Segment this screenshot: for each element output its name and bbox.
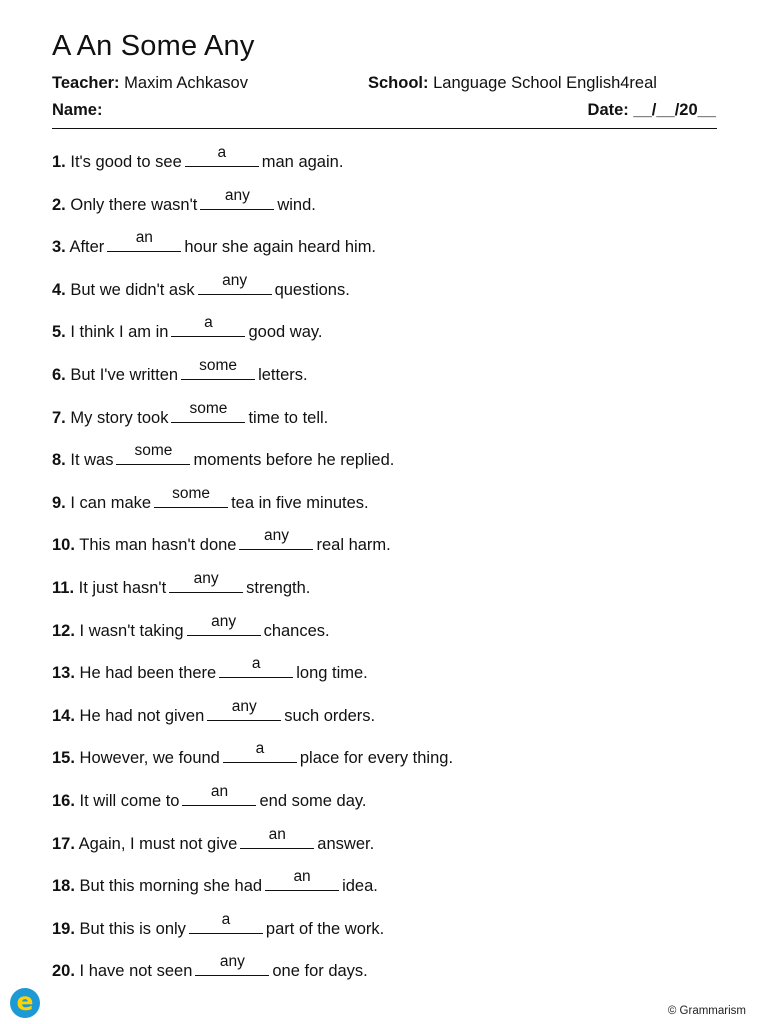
teacher-label: Teacher: bbox=[52, 74, 120, 92]
question-text-after: real harm. bbox=[316, 536, 391, 555]
question-number: 9. bbox=[52, 493, 66, 512]
question-item bbox=[52, 399, 329, 428]
question-text-before: I wasn't taking bbox=[79, 621, 184, 640]
answer-text: an bbox=[293, 868, 311, 886]
question-text-after: such orders. bbox=[284, 706, 376, 725]
date-value: __/__/20__ bbox=[633, 101, 716, 119]
answer-blank[interactable] bbox=[181, 357, 255, 380]
question-number: 2. bbox=[52, 195, 66, 214]
question-number: 8. bbox=[52, 451, 66, 470]
question-text-after: letters. bbox=[258, 366, 308, 384]
answer-blank[interactable] bbox=[171, 399, 245, 423]
answer-blank[interactable] bbox=[182, 783, 256, 806]
answer-text: any bbox=[193, 570, 219, 587]
answer-blank[interactable] bbox=[200, 186, 274, 210]
question-text-before: Only there wasn't bbox=[70, 195, 198, 214]
date-field bbox=[588, 101, 716, 120]
answer-text: any bbox=[231, 697, 257, 715]
question-text-before: I have not seen bbox=[79, 962, 193, 981]
answer-text: any bbox=[222, 271, 248, 289]
answer-blank[interactable] bbox=[240, 825, 314, 849]
answer-blank[interactable] bbox=[154, 484, 228, 508]
question-text-after: wind. bbox=[277, 195, 316, 214]
question-number: 4. bbox=[52, 280, 66, 299]
question-text-after: tea in five minutes. bbox=[231, 493, 369, 512]
question-item bbox=[52, 186, 316, 215]
answer-text: a bbox=[221, 910, 231, 928]
question-text-after: moments before he replied. bbox=[193, 451, 395, 470]
answer-blank[interactable] bbox=[189, 910, 263, 934]
question-text-before: My story took bbox=[70, 408, 169, 427]
answer-blank[interactable] bbox=[265, 868, 339, 891]
question-text-after: place for every thing. bbox=[299, 749, 454, 768]
question-number: 19. bbox=[52, 919, 75, 938]
school-value: Language School English4real bbox=[433, 74, 657, 92]
question-text-after: good way. bbox=[248, 323, 323, 342]
question-text-before: It just hasn't bbox=[78, 579, 167, 597]
answer-blank[interactable] bbox=[107, 229, 181, 252]
answer-text: an bbox=[135, 229, 153, 247]
question-item bbox=[52, 570, 311, 598]
question-number: 20. bbox=[52, 962, 75, 981]
question-item bbox=[52, 783, 367, 811]
question-text-before: But this morning she had bbox=[79, 877, 263, 896]
answer-text: a bbox=[204, 314, 213, 332]
question-text-before: But we didn't ask bbox=[70, 280, 195, 299]
teacher-value: Maxim Achkasov bbox=[124, 74, 248, 92]
question-text-before: He had not given bbox=[79, 706, 205, 725]
question-text-before: Again, I must not give bbox=[78, 834, 238, 853]
header-divider bbox=[52, 128, 717, 129]
question-text-before: It was bbox=[70, 451, 114, 470]
answer-text: any bbox=[219, 953, 245, 971]
question-text-after: questions. bbox=[274, 280, 350, 299]
question-number: 18. bbox=[52, 877, 75, 896]
question-number: 1. bbox=[52, 153, 66, 171]
question-text-after: part of the work. bbox=[265, 919, 385, 938]
question-number: 16. bbox=[52, 792, 75, 810]
answer-text: any bbox=[211, 612, 237, 630]
question-item bbox=[52, 314, 323, 342]
answer-blank[interactable] bbox=[185, 144, 259, 167]
question-item bbox=[52, 953, 368, 981]
answer-blank[interactable] bbox=[207, 697, 281, 721]
answer-blank[interactable] bbox=[169, 570, 243, 593]
question-number: 3. bbox=[52, 238, 66, 257]
question-number: 15. bbox=[52, 749, 75, 768]
answer-blank[interactable] bbox=[239, 527, 313, 550]
question-item bbox=[52, 442, 395, 470]
date-label: Date: bbox=[587, 101, 629, 119]
answer-text: some bbox=[199, 357, 238, 374]
answer-blank[interactable] bbox=[171, 314, 245, 337]
question-text-before: But I've written bbox=[70, 366, 179, 384]
question-item bbox=[52, 868, 378, 896]
question-text-after: long time. bbox=[296, 664, 368, 683]
question-item bbox=[52, 825, 375, 854]
question-text-before: After bbox=[69, 238, 105, 257]
question-text-before: But this is only bbox=[79, 919, 186, 938]
question-number: 14. bbox=[52, 706, 75, 725]
answer-blank[interactable] bbox=[195, 953, 269, 976]
question-number: 11. bbox=[52, 579, 75, 597]
answer-text: a bbox=[255, 740, 265, 758]
question-text-after: answer. bbox=[317, 834, 375, 853]
answer-blank[interactable] bbox=[223, 740, 297, 763]
school-label: School: bbox=[368, 74, 429, 92]
question-text-after: hour she again heard him. bbox=[184, 238, 377, 257]
question-item bbox=[52, 527, 391, 555]
answer-text: any bbox=[224, 186, 250, 204]
question-text-before: This man hasn't done bbox=[79, 536, 237, 555]
copyright-text: © Grammarism bbox=[667, 1005, 746, 1017]
question-item bbox=[52, 910, 385, 939]
grammarism-logo-icon: e bbox=[10, 988, 40, 1018]
answer-text: a bbox=[251, 655, 261, 673]
answer-text: some bbox=[172, 484, 211, 502]
question-text-before: However, we found bbox=[79, 749, 220, 768]
question-item bbox=[52, 484, 369, 513]
question-text-after: chances. bbox=[263, 621, 330, 640]
answer-text: any bbox=[263, 527, 289, 545]
question-item bbox=[52, 612, 330, 641]
teacher-field bbox=[52, 74, 248, 93]
question-item bbox=[52, 271, 350, 300]
answer-blank[interactable] bbox=[116, 442, 190, 465]
question-number: 6. bbox=[52, 366, 66, 384]
question-text-after: end some day. bbox=[259, 792, 367, 810]
question-text-before: It will come to bbox=[79, 792, 180, 810]
question-item bbox=[52, 357, 308, 385]
school-field bbox=[368, 74, 657, 93]
question-text-before: I think I am in bbox=[70, 323, 169, 342]
question-number: 12. bbox=[52, 621, 75, 640]
question-item bbox=[52, 697, 376, 726]
question-text-after: idea. bbox=[342, 877, 378, 896]
question-number: 7. bbox=[52, 408, 66, 427]
answer-blank[interactable] bbox=[187, 612, 261, 636]
name-label: Name: bbox=[52, 101, 103, 119]
worksheet-title: A An Some Any bbox=[52, 30, 255, 62]
question-text-before: It's good to see bbox=[70, 153, 182, 171]
question-number: 10. bbox=[52, 536, 75, 555]
answer-text: some bbox=[189, 399, 228, 417]
question-item bbox=[52, 655, 368, 683]
question-number: 5. bbox=[52, 323, 66, 342]
question-text-after: man again. bbox=[261, 153, 344, 171]
answer-text: an bbox=[268, 825, 286, 843]
question-item bbox=[52, 229, 377, 257]
answer-text: an bbox=[210, 783, 229, 800]
question-number: 13. bbox=[52, 664, 75, 683]
answer-text: a bbox=[217, 144, 227, 161]
question-text-after: strength. bbox=[246, 579, 311, 597]
answer-blank[interactable] bbox=[198, 271, 272, 295]
question-item bbox=[52, 740, 454, 768]
question-text-after: one for days. bbox=[272, 962, 368, 981]
question-text-before: I can make bbox=[70, 493, 152, 512]
question-text-before: He had been there bbox=[79, 664, 217, 683]
answer-text: some bbox=[134, 442, 173, 460]
question-number: 17. bbox=[52, 834, 75, 853]
question-item bbox=[52, 144, 344, 172]
question-text-after: time to tell. bbox=[248, 408, 329, 427]
answer-blank[interactable] bbox=[219, 655, 293, 678]
